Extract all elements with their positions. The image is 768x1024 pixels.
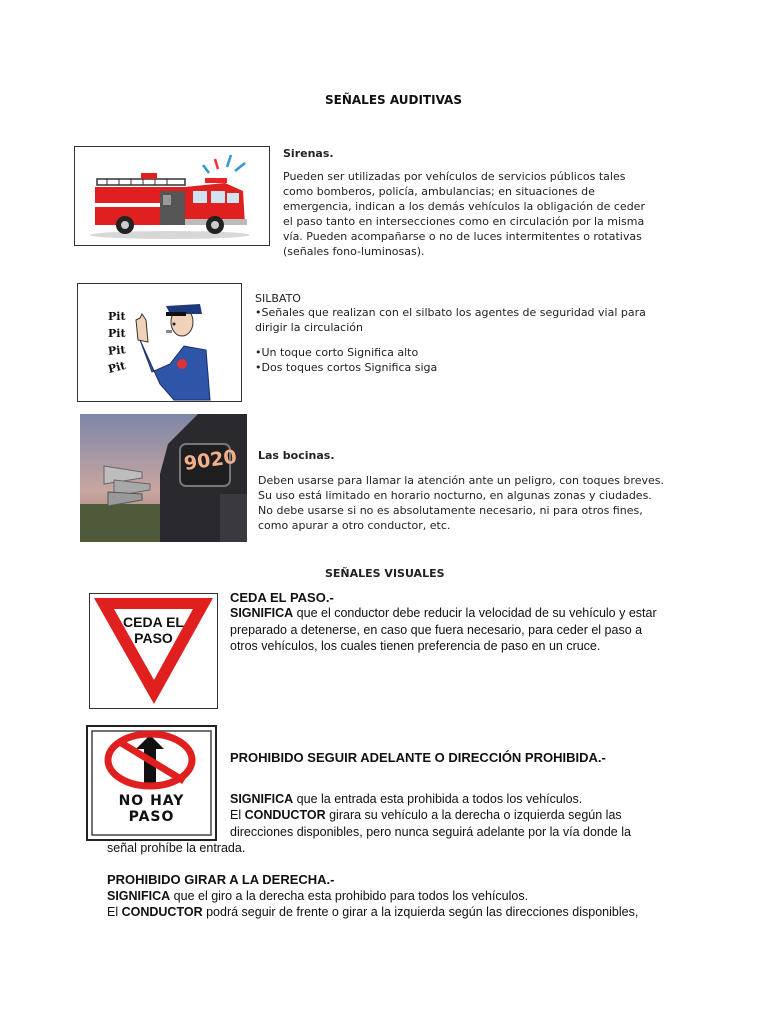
no-entry-sign-image xyxy=(86,725,217,841)
prohibido-text-2: girara su vehículo a la derecha o izquierda según las direcciones disponibles, pero nunca seguirá adelante por la vía donde la xyxy=(230,808,631,839)
bocinas-text: Deben usarse para llamar la atención ante un peligro, con toques breves. Su uso está limitado en horario nocturno, en algunas zonas y ciudades. No debe usarse si no es absolutamente necesario, ni para otros fines, como apurar a otro conductor, etc. xyxy=(258,474,664,532)
silbato-heading: SILBATO xyxy=(255,292,301,305)
prohibido-line-2 xyxy=(230,807,645,840)
silbato-line-1: •Señales que realizan con el silbato los agentes de seguridad vial para dirigir la circulación xyxy=(255,306,646,334)
prohibido-el: El xyxy=(230,808,245,822)
derecha-line-2 xyxy=(107,904,638,921)
derecha-line-1 xyxy=(107,888,528,905)
fire-truck-icon xyxy=(75,147,269,245)
pit-text: Pit xyxy=(106,359,127,376)
ceda-heading: CEDA EL PASO.- xyxy=(230,590,334,605)
train-horn-icon xyxy=(80,414,247,542)
derecha-significa: SIGNIFICA xyxy=(107,889,171,903)
no-entry-sign-text: PASO xyxy=(128,809,175,825)
derecha-el: El xyxy=(107,905,122,919)
derecha-conductor: CONDUCTOR xyxy=(121,905,203,919)
bocinas-heading: Las bocinas. xyxy=(258,449,335,462)
engine-number: 9020 xyxy=(182,445,239,475)
prohibido-line-3: señal prohíbe la entrada. xyxy=(107,841,246,855)
yield-sign-image xyxy=(89,593,218,709)
page-title-auditivas: SEÑALES AUDITIVAS xyxy=(325,93,462,107)
yield-sign-text: PASO xyxy=(134,630,173,646)
silbato-line-3: •Dos toques cortos Significa siga xyxy=(255,361,438,374)
pit-text: Pit xyxy=(108,327,126,340)
pit-text: Pit xyxy=(108,310,126,323)
prohibido-text-1: que la entrada esta prohibida a todos los vehículos. xyxy=(293,792,583,806)
ceda-text xyxy=(230,605,660,655)
sirenas-heading: Sirenas. xyxy=(283,147,334,160)
derecha-text-1: que el giro a la derecha esta prohibido para todos los vehículos. xyxy=(170,889,529,903)
section-title-visuales: SEÑALES VISUALES xyxy=(325,567,445,580)
pit-text: Pit xyxy=(107,343,127,358)
prohibido-significa: SIGNIFICA xyxy=(230,792,294,806)
ceda-description: que el conductor debe reducir la velocidad de su vehículo y estar preparado a detenerse, en caso que fuera necesario, para ceder el paso a otros vehículos, los cuales tienen preferencia de paso en un cruce. xyxy=(230,606,657,653)
prohibido-heading: PROHIBIDO SEGUIR ADELANTE O DIRECCIÓN PROHIBIDA.- xyxy=(230,750,606,765)
train-horn-image xyxy=(80,414,247,542)
silbato-line-2: •Un toque corto Significa alto xyxy=(255,346,419,359)
prohibido-line-1 xyxy=(230,791,582,808)
no-entry-sign-text: NO HAY xyxy=(118,793,185,809)
yield-sign-text: CEDA EL xyxy=(123,614,184,630)
derecha-heading: PROHIBIDO GIRAR A LA DERECHA.- xyxy=(107,872,335,887)
yield-sign-icon xyxy=(90,594,217,708)
ceda-significa: SIGNIFICA xyxy=(230,606,294,620)
officer-icon xyxy=(78,284,241,401)
sirenas-text: Pueden ser utilizadas por vehículos de servicios públicos tales como bomberos, policía, ambulancias; en situaciones de emergencia, indican a los demás vehículos la obligación de ceder el paso tanto en intersecciones como en circulación por la misma vía. Pueden acompañarse o no de luces intermitentes o rotativas (señales fono-luminosas). xyxy=(283,170,645,258)
prohibido-conductor: CONDUCTOR xyxy=(244,808,326,822)
whistle-officer-image xyxy=(77,283,242,402)
fire-truck-image xyxy=(74,146,270,246)
derecha-text-2: podrá seguir de frente o girar a la izquierda según las direcciones disponibles, xyxy=(202,905,639,919)
